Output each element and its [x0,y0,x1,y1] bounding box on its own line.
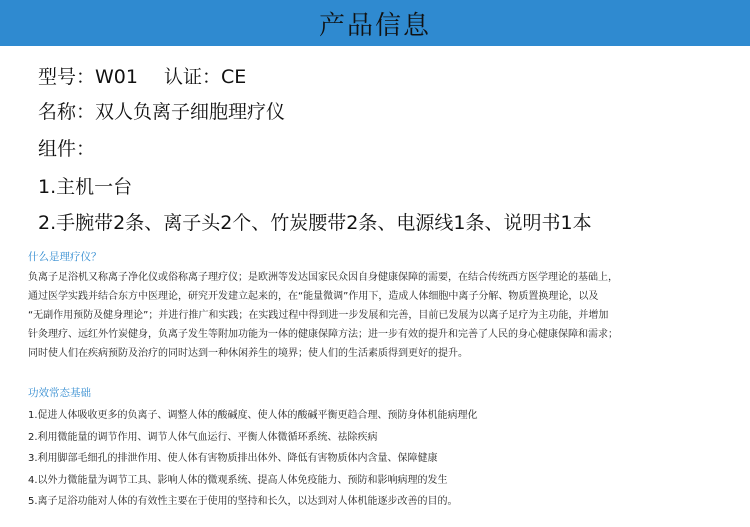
paragraph-line: 针灸理疗、远红外竹炭健身，负离子发生等附加功能为一体的健康保障方法；进一步有效的提升和完善了人民的身心健康保障和需求； [28,329,618,340]
list-item: 4.以外力微能量为调节工具、影响人体的微观系统、提高人体免疫能力、预防和影响病理的发生 [28,474,448,486]
name-row [38,97,285,124]
page-title: 产品信息 [318,10,431,41]
functions-list [28,405,728,513]
list-item: 1.促进人体吸收更多的负离子、调整人体的酸碱度、使人体的酸碱平衡更趋合理、预防身体机能病理化 [28,410,478,421]
paragraph-line: “无副作用预防及健身理论”；并进行推广和实践；在实践过程中得到进一步发展和完善，目前已发展为以离子足疗为主功能，并增加 [28,310,609,321]
parts-label: 组件： [38,138,96,160]
paragraph-line: 同时使人们在疾病预防及治疗的同时达到一种休闲养生的境界；使人们的生活素质得到更好的提升。 [28,348,468,359]
model-row [38,62,246,89]
list-item: 5.离子足浴功能对人体的有效性主要在于使用的坚持和长久，以达到对人体机能逐步改善的目的。 [28,496,458,507]
part-item-1: 1.主机一台 [38,176,133,198]
cert-value: CE [221,66,247,88]
about-paragraph [28,268,726,363]
paragraph-line: 通过医学实践并结合东方中医理论，研究开发建立起来的，在“能量微调”作用下，造成人体细胞中离子分解、物质置换理论，以及 [28,291,599,302]
name-label: 名称： [38,101,96,123]
name-value: 双人负离子细胞理疗仪 [95,101,286,123]
cert-label: 认证： [163,66,221,88]
paragraph-line: 负离子足浴机又称离子净化仪或俗称离子理疗仪；是欧洲等发达国家民众因自身健康保障的需要，在结合传统西方医学理论的基础上， [28,272,618,283]
list-item: 2.利用微能量的调节作用、调节人体气血运行、平衡人体微循环系统、祛除疾病 [28,431,378,443]
about-section-title: 什么是理疗仪？ [28,251,102,263]
functions-section-title: 功效常态基础 [28,387,91,399]
list-item: 3.利用脚部毛细孔的排泄作用、使人体有害物质排出体外、降低有害物质体内含量、保障健康 [28,453,438,464]
part-item-2: 2.手腕带2条、离子头2个、竹炭腰带2条、电源线1条、说明书1本 [38,212,592,234]
header-bar [0,0,750,46]
model-label: 型号： [38,66,96,88]
model-value: W01 [95,66,138,88]
